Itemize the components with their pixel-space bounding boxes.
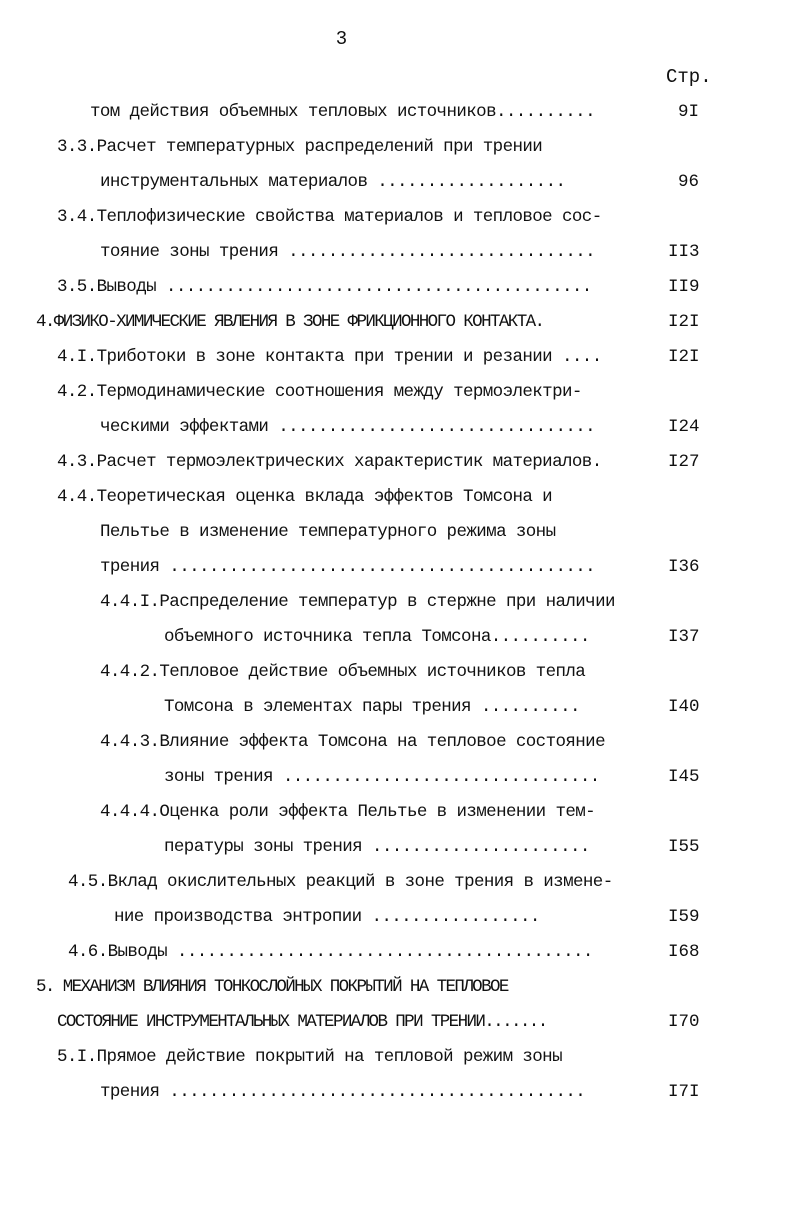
toc-entry-page: I2I — [668, 312, 700, 332]
toc-entry-text: 3.3.Расчет температурных распределений при трении — [57, 137, 543, 157]
toc-entry-page: I55 — [668, 837, 700, 857]
page-number: 3 — [335, 28, 348, 50]
toc-entry-text: 4.3.Расчет термоэлектрических характеристик материалов. — [57, 452, 602, 472]
toc-entry-page: II9 — [668, 277, 700, 297]
toc-entry-page: I45 — [668, 767, 700, 787]
toc-entry-page: I68 — [668, 942, 700, 962]
toc-entry-text: трения ........................................... — [100, 557, 596, 577]
toc-entry-text: зоны трения ................................ — [164, 767, 600, 787]
toc-entry-page: I2I — [668, 347, 700, 367]
toc-entry-page: I40 — [668, 697, 700, 717]
toc-entry-text: 3.4.Теплофизические свойства материалов и тепловое сос- — [57, 207, 602, 227]
toc-entry-text: пературы зоны трения ...................... — [164, 837, 590, 857]
toc-entry-text: 4.5.Вклад окислительных реакций в зоне трения в измене- — [68, 872, 613, 892]
toc-entry-text: 5. МЕХАНИЗМ ВЛИЯНИЯ ТОНКОСЛОЙНЫХ ПОКРЫТИЙ НА ТЕПЛОВОЕ — [36, 977, 508, 997]
toc-entry-text: 4.2.Термодинамические соотношения между термоэлектри- — [57, 382, 582, 402]
toc-entry-page: I27 — [668, 452, 700, 472]
toc-entry-text: 4.4.Теоретическая оценка вклада эффектов Томсона и — [57, 487, 553, 507]
page-column-label: Стр. — [666, 66, 712, 88]
toc-entry-page: I70 — [668, 1012, 700, 1032]
toc-entry-page: I7I — [668, 1082, 700, 1102]
toc-entry-page: I37 — [668, 627, 700, 647]
toc-entry-text: тояние зоны трения ............................... — [100, 242, 596, 262]
toc-entry-page: I36 — [668, 557, 700, 577]
toc-entry-page: 96 — [678, 172, 700, 192]
toc-entry-text: 3.5.Выводы ........................................... — [57, 277, 592, 297]
toc-entry-text: трения .......................................... — [100, 1082, 586, 1102]
toc-entry-page: I59 — [668, 907, 700, 927]
toc-entry-text: ние производства энтропии ................. — [114, 907, 540, 927]
toc-entry-text: 4.4.I.Распределение температур в стержне при наличии — [100, 592, 615, 612]
toc-entry-text: 4.4.2.Тепловое действие объемных источников тепла — [100, 662, 586, 682]
toc-entry-text: 4.4.4.Оценка роли эффекта Пельтье в изменении тем- — [100, 802, 596, 822]
toc-entry-text: 4.ФИЗИКО-ХИМИЧЕСКИЕ ЯВЛЕНИЯ В ЗОНЕ ФРИКЦИОННОГО КОНТАКТА. — [36, 312, 544, 332]
toc-entry-page: I24 — [668, 417, 700, 437]
toc-entry-text: 5.I.Прямое действие покрытий на тепловой режим зоны — [57, 1047, 562, 1067]
toc-entry-text: том действия объемных тепловых источников.......... — [90, 102, 595, 122]
toc-entry-text: Пельтье в изменение температурного режима зоны — [100, 522, 556, 542]
toc-entry-text: 4.4.3.Влияние эффекта Томсона на тепловое состояние — [100, 732, 605, 752]
toc-entry-page: 9I — [678, 102, 700, 122]
toc-entry-text: СОСТОЯНИЕ ИНСТРУМЕНТАЛЬНЫХ МАТЕРИАЛОВ ПРИ ТРЕНИИ....... — [57, 1012, 547, 1032]
toc-entry-page: II3 — [668, 242, 700, 262]
toc-entry-text: ческими эффектами ................................ — [100, 417, 596, 437]
toc-entry-text: 4.6.Выводы .......................................... — [68, 942, 593, 962]
toc-entry-text: инструментальных материалов ................... — [100, 172, 566, 192]
toc-entry-text: Томсона в элементах пары трения .......... — [164, 697, 580, 717]
toc-entry-text: объемного источника тепла Томсона.......... — [164, 627, 590, 647]
toc-entry-text: 4.I.Триботоки в зоне контакта при трении и резании .... — [57, 347, 602, 367]
